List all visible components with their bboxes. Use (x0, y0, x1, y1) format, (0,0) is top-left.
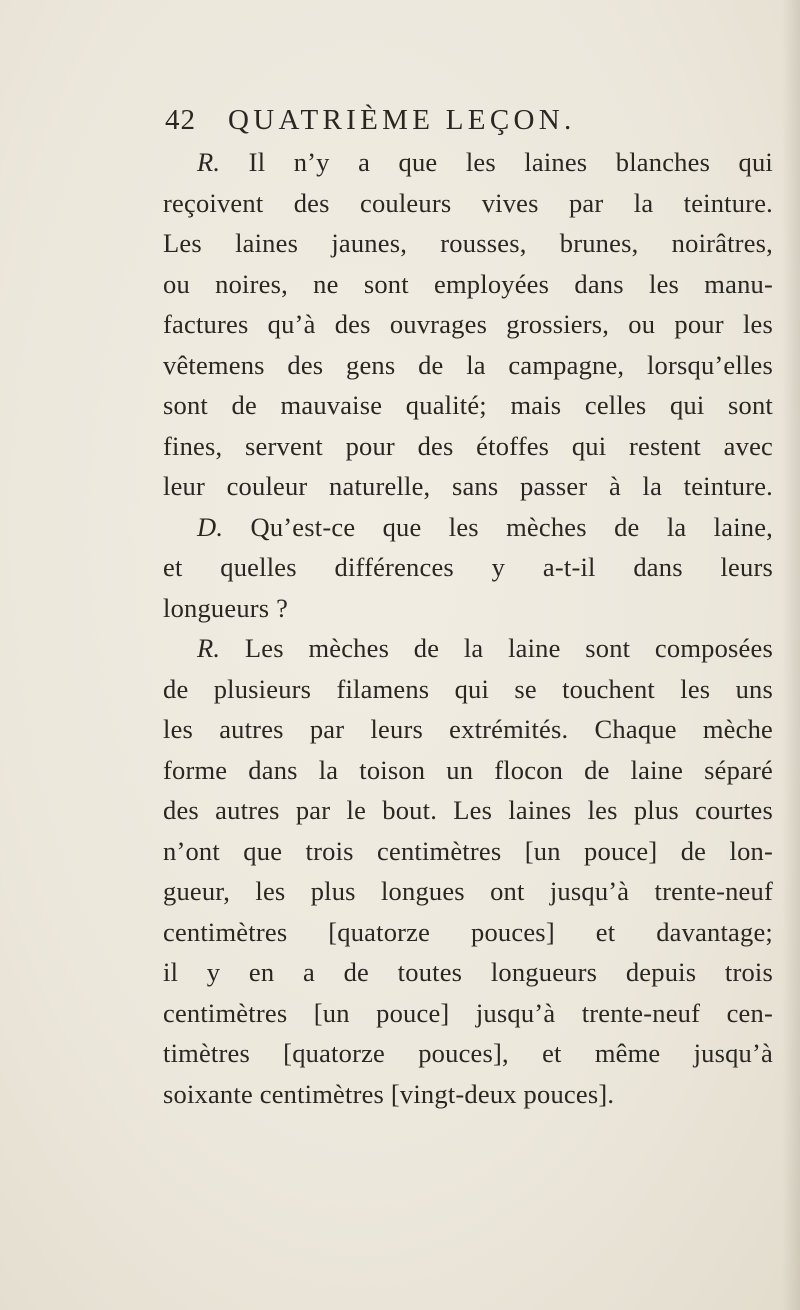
page-number: 42 (165, 104, 196, 136)
text-line (163, 750, 773, 791)
line-text: leur couleur naturelle, sans passer à la teinture. (163, 471, 773, 501)
line-text: longueurs ? (163, 592, 289, 623)
line-text: des autres par le bout. Les laines les plus courtes (163, 795, 773, 825)
line-text: Les laines jaunes, rousses, brunes, noirâtres, (163, 228, 773, 258)
line-text: Les mèches de la laine sont composées (220, 633, 773, 663)
text-line (163, 993, 773, 1034)
line-text: reçoivent des couleurs vives par la teinture. (163, 187, 773, 218)
text-line (163, 1033, 773, 1074)
line-text: les autres par leurs extrémités. Chaque mèche (163, 714, 773, 744)
line-text: vêtemens des gens de la campagne, lorsqu’elles (163, 349, 773, 380)
line-text: ou noires, ne sont employées dans les manu- (163, 268, 773, 299)
line-text: Qu’est-ce que les mèches de la laine, (223, 511, 773, 542)
text-line (163, 264, 773, 305)
running-head: QUATRIÈME LEÇON. (228, 104, 576, 136)
line-text: forme dans la toison un flocon de laine séparé (163, 754, 773, 785)
line-text: Il n’y a que les laines blanches qui (220, 147, 773, 177)
text-line (163, 345, 773, 386)
line-text: n’ont que trois centimètres [un pouce] de lon- (163, 835, 773, 866)
line-text: soixante centimètres [vingt-deux pouces]. (163, 1078, 615, 1109)
text-line (163, 669, 773, 710)
text-line (163, 952, 773, 993)
text-line (163, 304, 773, 345)
speaker-label: R. (197, 147, 221, 177)
line-text: centimètres [quatorze pouces] et davantage; (163, 916, 773, 947)
line-text: gueur, les plus longues ont jusqu’à trente-neuf (163, 876, 773, 906)
text-line (163, 912, 773, 953)
text-line (163, 385, 773, 426)
text-line (163, 1074, 773, 1115)
text-line (163, 142, 773, 183)
text-line (163, 223, 773, 264)
page-edge-shadow (782, 0, 800, 1310)
text-line (163, 628, 773, 669)
text-line (163, 588, 773, 629)
text-line (163, 183, 773, 224)
line-text: sont de mauvaise qualité; mais celles qui sont (163, 390, 773, 420)
line-text: centimètres [un pouce] jusqu’à trente-neuf cen- (163, 997, 773, 1028)
speaker-label: R. (197, 633, 221, 663)
line-text: et quelles différences y a-t-il dans leurs (163, 552, 773, 582)
text-line (163, 507, 773, 548)
text-line (163, 547, 773, 588)
text-line (163, 709, 773, 750)
text-line (163, 426, 773, 467)
page-header (165, 100, 665, 140)
speaker-label: D. (197, 511, 224, 542)
line-text: fines, servent pour des étoffes qui restent avec (163, 430, 773, 461)
text-line (163, 466, 773, 507)
line-text: il y en a de toutes longueurs depuis trois (163, 957, 773, 987)
line-text: timètres [quatorze pouces], et même jusqu’à (163, 1038, 773, 1068)
line-text: de plusieurs filamens qui se touchent les uns (163, 673, 773, 704)
text-line (163, 831, 773, 872)
body-text (163, 142, 773, 1114)
text-line (163, 790, 773, 831)
line-text: factures qu’à des ouvrages grossiers, ou pour les (163, 309, 773, 339)
text-line (163, 871, 773, 912)
